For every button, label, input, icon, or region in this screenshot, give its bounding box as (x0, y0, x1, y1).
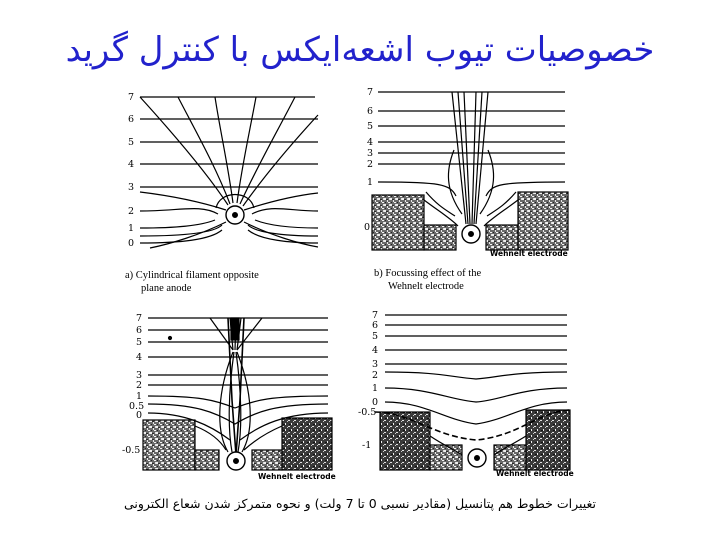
level-label: 7 (128, 92, 135, 103)
level-label: 5 (128, 137, 135, 148)
level-label: 1 (367, 177, 374, 188)
panel-d (375, 315, 572, 470)
level-label: 4 (367, 137, 374, 148)
figure-caption: تغییرات خطوط هم پتانسیل (مقادیر نسبی 0 تا 7 ولت) و نحوه متمرکز شدن شعاع الکترونی (123, 496, 597, 511)
panel-a-caption: a) Cylindrical filament opposite (125, 270, 259, 281)
level-label: 3 (136, 370, 143, 381)
level-label: 3 (128, 182, 135, 193)
page-title: خصوصیات تیوب اشعه‌ایکس با کنترل گرید (65, 30, 655, 70)
level-label: 5 (367, 121, 374, 132)
level-label: 0 (136, 410, 143, 421)
level-label: -0.5 (122, 445, 141, 456)
level-label: 3 (367, 148, 374, 159)
level-label: 0.5 (129, 401, 145, 412)
level-label: 5 (372, 331, 379, 342)
level-label: 5 (136, 337, 143, 348)
level-label: 2 (136, 380, 143, 391)
level-label: 1 (372, 383, 379, 394)
level-label: 1 (128, 223, 135, 234)
electrode-label: Wehnelt electrode (490, 249, 568, 258)
panel-b-caption: b) Focussing effect of the (374, 268, 482, 279)
level-label: -0.5 (358, 407, 377, 418)
level-label: 3 (372, 359, 379, 370)
level-label: 6 (372, 320, 379, 331)
level-label: 7 (372, 310, 379, 321)
panel-a-caption-2: plane anode (141, 283, 192, 294)
level-label: 0 (372, 397, 379, 408)
panel-b (372, 92, 568, 250)
panel-a (140, 97, 318, 248)
level-label: 2 (372, 370, 379, 381)
level-label: 7 (136, 313, 143, 324)
level-label: 2 (367, 159, 374, 170)
panel-d-level-labels (358, 310, 378, 451)
panel-c (143, 318, 332, 470)
level-label: -1 (362, 440, 372, 451)
panel-b-caption-2: Wehnelt electrode (388, 281, 464, 292)
level-label: 6 (367, 106, 374, 117)
level-label: 0 (128, 238, 135, 249)
panel-a-level-labels (128, 92, 134, 249)
level-label: 4 (136, 352, 143, 363)
panel-c-level-labels (122, 313, 144, 456)
level-label: 2 (128, 206, 135, 217)
level-label: 1 (136, 391, 143, 402)
electrode-label: Wehnelt electrode (496, 469, 574, 478)
level-label: 6 (136, 325, 143, 336)
level-label: 7 (367, 87, 374, 98)
level-label: 4 (372, 345, 379, 356)
level-label: 0 (364, 222, 371, 233)
electrode-label: Wehnelt electrode (258, 472, 336, 481)
level-label: 6 (128, 114, 135, 125)
level-label: 4 (128, 159, 135, 170)
